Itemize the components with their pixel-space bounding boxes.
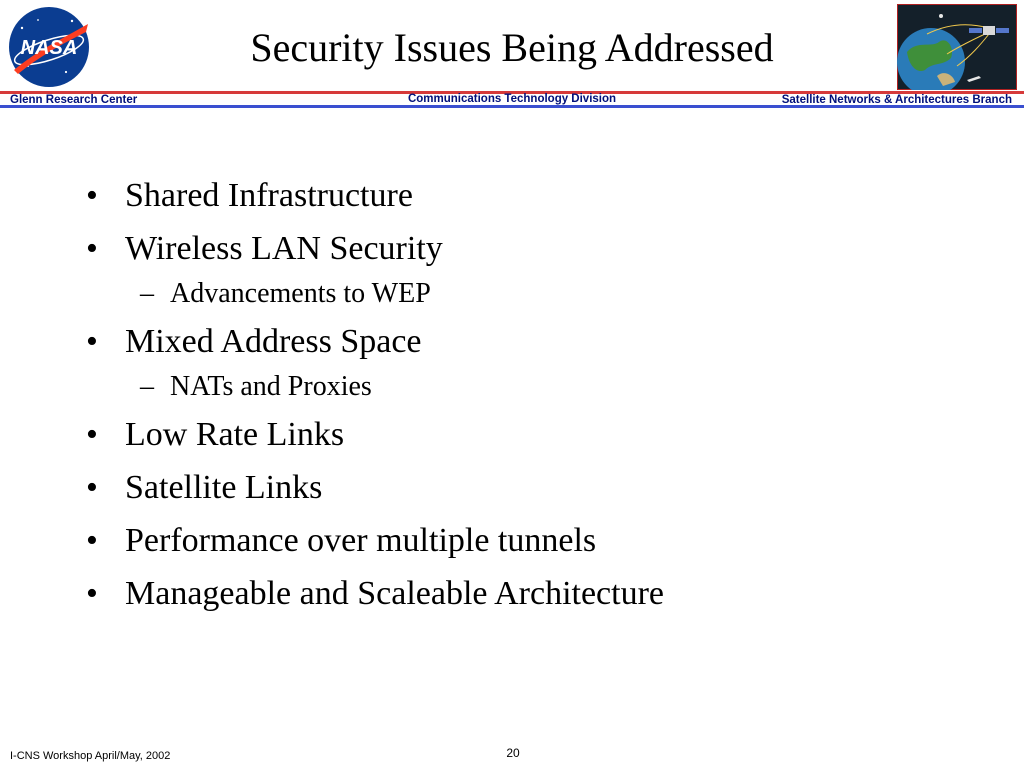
bullet-dot: • [86,575,98,612]
bullet-list [0,170,1024,621]
bullet-text: Manageable and Scaleable Architecture [125,575,665,612]
sub-bullet-text: NATs and Proxies [170,371,372,402]
sub-bullet-dash: – [140,278,154,309]
bullet-item [0,568,1024,621]
bullet-text: Performance over multiple tunnels [125,522,597,559]
bullet-item [0,170,1024,223]
footer-workshop-label: I-CNS Workshop April/May, 2002 [10,750,171,762]
bullet-text: Shared Infrastructure [125,177,413,214]
bullet-text: Mixed Address Space [125,323,422,360]
bullet-text: Wireless LAN Security [125,230,443,267]
sub-bullet-text: Advancements to WEP [170,278,431,309]
bullet-item [0,515,1024,568]
bullet-dot: • [86,323,98,360]
page-number: 20 [506,746,520,760]
bullet-item [0,316,1024,369]
bullet-item [0,409,1024,462]
header-right-label: Satellite Networks & Architectures Branch [781,94,1012,106]
bullet-dot: • [86,177,98,214]
svg-text:NASA: NASA [20,37,78,59]
bullet-item [0,462,1024,515]
bullet-dot: • [86,416,98,453]
bullet-dot: • [86,230,98,267]
header-center-label: Communications Technology Division [407,93,617,105]
bullet-dot: • [86,522,98,559]
sub-bullet-item [0,272,1024,316]
bullet-item [0,223,1024,276]
satellite-earth-image [897,4,1017,90]
bullet-text: Low Rate Links [125,416,345,453]
sub-bullet-item [0,365,1024,409]
header-left-label: Glenn Research Center [10,94,138,106]
bullet-dot: • [86,469,98,506]
sub-bullet-dash: – [140,371,154,402]
bullet-text: Satellite Links [125,469,323,506]
page-title: Security Issues Being Addressed [250,25,774,70]
